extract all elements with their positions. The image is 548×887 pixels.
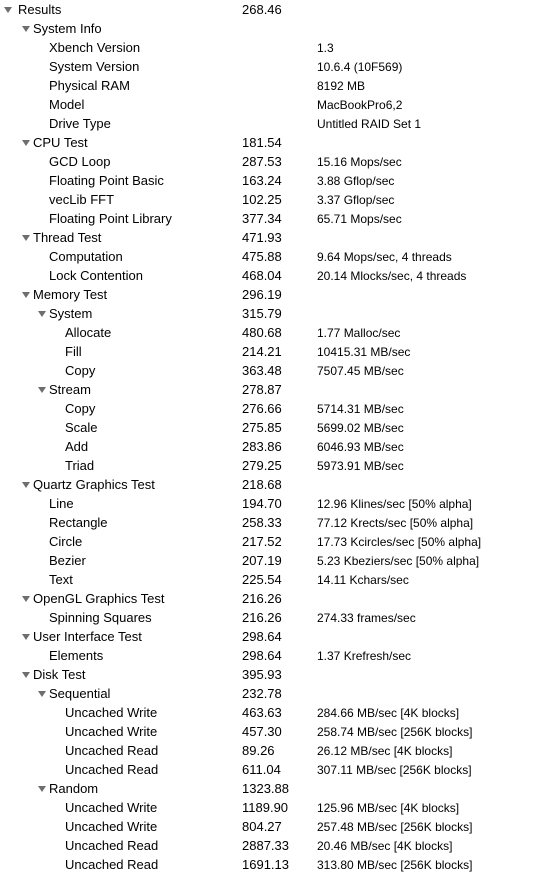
row-label: Uncached Read <box>65 838 159 853</box>
row-label: Text <box>49 572 73 587</box>
tree-result-row[interactable] <box>0 323 548 342</box>
row-score: 225.54 <box>242 572 282 587</box>
tree-group-row[interactable] <box>0 779 548 798</box>
row-info: 5973.91 MB/sec <box>317 459 404 473</box>
row-info: 20.46 MB/sec [4K blocks] <box>317 839 453 853</box>
row-score: 298.64 <box>242 648 282 663</box>
tree-group-row[interactable] <box>0 228 548 247</box>
tree-result-row[interactable] <box>0 722 548 741</box>
row-info: 3.88 Gflop/sec <box>317 174 395 188</box>
row-info: 9.64 Mops/sec, 4 threads <box>317 250 452 264</box>
tree-result-row[interactable] <box>0 456 548 475</box>
row-score: 363.48 <box>242 363 282 378</box>
row-label: Spinning Squares <box>49 610 152 625</box>
row-label: Disk Test <box>33 667 86 682</box>
row-info: 20.14 Mlocks/sec, 4 threads <box>317 269 467 283</box>
row-score: 278.87 <box>242 382 282 397</box>
tree-result-row[interactable] <box>0 646 548 665</box>
row-label: Allocate <box>65 325 112 340</box>
row-label: Memory Test <box>33 287 108 302</box>
row-info: 257.48 MB/sec [256K blocks] <box>317 820 473 834</box>
row-score: 217.52 <box>242 534 282 549</box>
row-label: Drive Type <box>49 116 111 131</box>
row-label: OpenGL Graphics Test <box>33 591 165 606</box>
row-score: 463.63 <box>242 705 282 720</box>
row-label: Copy <box>65 363 96 378</box>
row-score: 216.26 <box>242 610 282 625</box>
row-score: 194.70 <box>242 496 282 511</box>
row-label: Thread Test <box>33 230 102 245</box>
row-info: 65.71 Mops/sec <box>317 212 402 226</box>
row-score: 475.88 <box>242 249 282 264</box>
row-label: vecLib FFT <box>49 192 115 207</box>
row-info: 10.6.4 (10F569) <box>317 60 403 74</box>
row-info: 125.96 MB/sec [4K blocks] <box>317 801 460 815</box>
row-info: 77.12 Krects/sec [50% alpha] <box>317 516 474 530</box>
row-score: 207.19 <box>242 553 282 568</box>
row-label: Uncached Write <box>65 800 158 815</box>
disclosure-triangle-icon[interactable] <box>22 140 30 146</box>
row-label: User Interface Test <box>33 629 142 644</box>
row-score: 258.33 <box>242 515 282 530</box>
row-label: Sequential <box>49 686 111 701</box>
row-score: 298.64 <box>242 629 282 644</box>
row-label: Stream <box>49 382 91 397</box>
row-label: Xbench Version <box>49 40 141 55</box>
disclosure-triangle-icon[interactable] <box>22 482 30 488</box>
tree-group-row[interactable] <box>0 665 548 684</box>
tree-group-row[interactable] <box>0 19 548 38</box>
tree-result-row[interactable] <box>0 437 548 456</box>
row-info: 284.66 MB/sec [4K blocks] <box>317 706 460 720</box>
row-label: Rectangle <box>49 515 108 530</box>
row-label: Circle <box>49 534 83 549</box>
row-label: Floating Point Basic <box>49 173 164 188</box>
disclosure-triangle-icon[interactable] <box>22 26 30 32</box>
row-info: 17.73 Kcircles/sec [50% alpha] <box>317 535 482 549</box>
row-label: System Info <box>33 21 102 36</box>
row-label: Bezier <box>49 553 86 568</box>
disclosure-triangle-icon[interactable] <box>38 311 46 317</box>
tree-result-row[interactable] <box>0 342 548 361</box>
tree-group-row[interactable] <box>0 0 548 19</box>
row-label: Scale <box>65 420 98 435</box>
tree-result-row[interactable] <box>0 171 548 190</box>
row-label: Copy <box>65 401 96 416</box>
row-score: 315.79 <box>242 306 282 321</box>
tree-result-row[interactable] <box>0 418 548 437</box>
row-score: 163.24 <box>242 173 282 188</box>
tree-result-row[interactable] <box>0 741 548 760</box>
tree-result-row[interactable] <box>0 798 548 817</box>
disclosure-triangle-icon[interactable] <box>22 634 30 640</box>
row-score: 457.30 <box>242 724 282 739</box>
row-score: 2887.33 <box>242 838 289 853</box>
disclosure-triangle-icon[interactable] <box>22 596 30 602</box>
row-label: Quartz Graphics Test <box>33 477 155 492</box>
disclosure-triangle-icon[interactable] <box>4 7 12 13</box>
tree-result-row[interactable] <box>0 76 548 95</box>
row-info: 15.16 Mops/sec <box>317 155 402 169</box>
row-info: 10415.31 MB/sec <box>317 345 411 359</box>
tree-result-row[interactable] <box>0 247 548 266</box>
row-score: 468.04 <box>242 268 282 283</box>
tree-group-row[interactable] <box>0 684 548 703</box>
row-label: Uncached Read <box>65 743 159 758</box>
row-score: 232.78 <box>242 686 282 701</box>
disclosure-triangle-icon[interactable] <box>22 672 30 678</box>
tree-group-row[interactable] <box>0 285 548 304</box>
tree-group-row[interactable] <box>0 475 548 494</box>
tree-result-row[interactable] <box>0 38 548 57</box>
row-label: Fill <box>65 344 82 359</box>
row-score: 395.93 <box>242 667 282 682</box>
row-score: 480.68 <box>242 325 282 340</box>
tree-group-row[interactable] <box>0 589 548 608</box>
row-info: 14.11 Kchars/sec <box>317 573 409 587</box>
row-score: 279.25 <box>242 458 282 473</box>
tree-result-row[interactable] <box>0 817 548 836</box>
tree-result-row[interactable] <box>0 57 548 76</box>
row-label: Uncached Write <box>65 724 158 739</box>
row-label: Random <box>49 781 99 796</box>
row-info: 7507.45 MB/sec <box>317 364 404 378</box>
tree-result-row[interactable] <box>0 361 548 380</box>
row-info: 307.11 MB/sec [256K blocks] <box>317 763 472 777</box>
row-score: 1691.13 <box>242 857 289 872</box>
tree-result-row[interactable] <box>0 494 548 513</box>
row-score: 471.93 <box>242 230 282 245</box>
row-info: 5699.02 MB/sec <box>317 421 404 435</box>
row-info: 1.37 Krefresh/sec <box>317 649 412 663</box>
tree-group-row[interactable] <box>0 133 548 152</box>
disclosure-triangle-icon[interactable] <box>22 292 30 298</box>
tree-group-row[interactable] <box>0 304 548 323</box>
row-label: Uncached Read <box>65 857 159 872</box>
row-info: 3.37 Gflop/sec <box>317 193 395 207</box>
row-info: MacBookPro6,2 <box>317 98 403 112</box>
row-info: 6046.93 MB/sec <box>317 440 404 454</box>
disclosure-triangle-icon[interactable] <box>22 235 30 241</box>
row-label: Uncached Write <box>65 705 158 720</box>
tree-result-row[interactable] <box>0 608 548 627</box>
row-label: Add <box>65 439 89 454</box>
row-label: Computation <box>49 249 123 264</box>
tree-result-row[interactable] <box>0 855 548 874</box>
row-label: Uncached Read <box>65 762 159 777</box>
disclosure-triangle-icon[interactable] <box>38 387 46 393</box>
row-label: Physical RAM <box>49 78 130 93</box>
row-score: 287.53 <box>242 154 282 169</box>
disclosure-triangle-icon[interactable] <box>38 786 46 792</box>
row-score: 283.86 <box>242 439 282 454</box>
tree-group-row[interactable] <box>0 380 548 399</box>
row-info: 5714.31 MB/sec <box>317 402 404 416</box>
row-score: 102.25 <box>242 192 282 207</box>
tree-result-row[interactable] <box>0 209 548 228</box>
row-info: 12.96 Klines/sec [50% alpha] <box>317 497 472 511</box>
row-info: 258.74 MB/sec [256K blocks] <box>317 725 473 739</box>
row-score: 218.68 <box>242 477 282 492</box>
row-label: Floating Point Library <box>49 211 172 226</box>
tree-result-row[interactable] <box>0 152 548 171</box>
disclosure-triangle-icon[interactable] <box>38 691 46 697</box>
row-score: 275.85 <box>242 420 282 435</box>
row-score: 296.19 <box>242 287 282 302</box>
row-score: 216.26 <box>242 591 282 606</box>
tree-result-row[interactable] <box>0 190 548 209</box>
tree-result-row[interactable] <box>0 570 548 589</box>
tree-result-row[interactable] <box>0 551 548 570</box>
row-score: 181.54 <box>242 135 282 150</box>
row-info: 274.33 frames/sec <box>317 611 416 625</box>
row-label: Uncached Write <box>65 819 158 834</box>
row-info: Untitled RAID Set 1 <box>317 117 422 131</box>
row-score: 1189.90 <box>242 800 289 815</box>
row-score: 611.04 <box>242 762 281 777</box>
row-label: System <box>49 306 93 321</box>
row-label: Lock Contention <box>49 268 143 283</box>
row-label: CPU Test <box>33 135 88 150</box>
tree-result-row[interactable] <box>0 703 548 722</box>
tree-result-row[interactable] <box>0 532 548 551</box>
tree-result-row[interactable] <box>0 513 548 532</box>
tree-group-row[interactable] <box>0 627 548 646</box>
tree-result-row[interactable] <box>0 266 548 285</box>
tree-result-row[interactable] <box>0 114 548 133</box>
row-info: 1.77 Malloc/sec <box>317 326 401 340</box>
tree-result-row[interactable] <box>0 399 548 418</box>
row-info: 5.23 Kbeziers/sec [50% alpha] <box>317 554 480 568</box>
row-score: 804.27 <box>242 819 282 834</box>
row-info: 26.12 MB/sec [4K blocks] <box>317 744 453 758</box>
row-score: 377.34 <box>242 211 282 226</box>
row-info: 1.3 <box>317 41 334 55</box>
row-score: 1323.88 <box>242 781 289 796</box>
row-score: 268.46 <box>242 2 282 17</box>
row-score: 89.26 <box>242 743 275 758</box>
row-info: 8192 MB <box>317 79 366 93</box>
row-score: 276.66 <box>242 401 282 416</box>
row-label: Model <box>49 97 85 112</box>
row-label: Elements <box>49 648 104 663</box>
row-label: Triad <box>65 458 95 473</box>
row-label: System Version <box>49 59 140 74</box>
row-label: Results <box>18 2 62 17</box>
row-info: 313.80 MB/sec [256K blocks] <box>317 858 473 872</box>
tree-result-row[interactable] <box>0 836 548 855</box>
row-label: Line <box>49 496 74 511</box>
tree-result-row[interactable] <box>0 95 548 114</box>
tree-result-row[interactable] <box>0 760 548 779</box>
row-score: 214.21 <box>242 344 282 359</box>
row-label: GCD Loop <box>49 154 111 169</box>
